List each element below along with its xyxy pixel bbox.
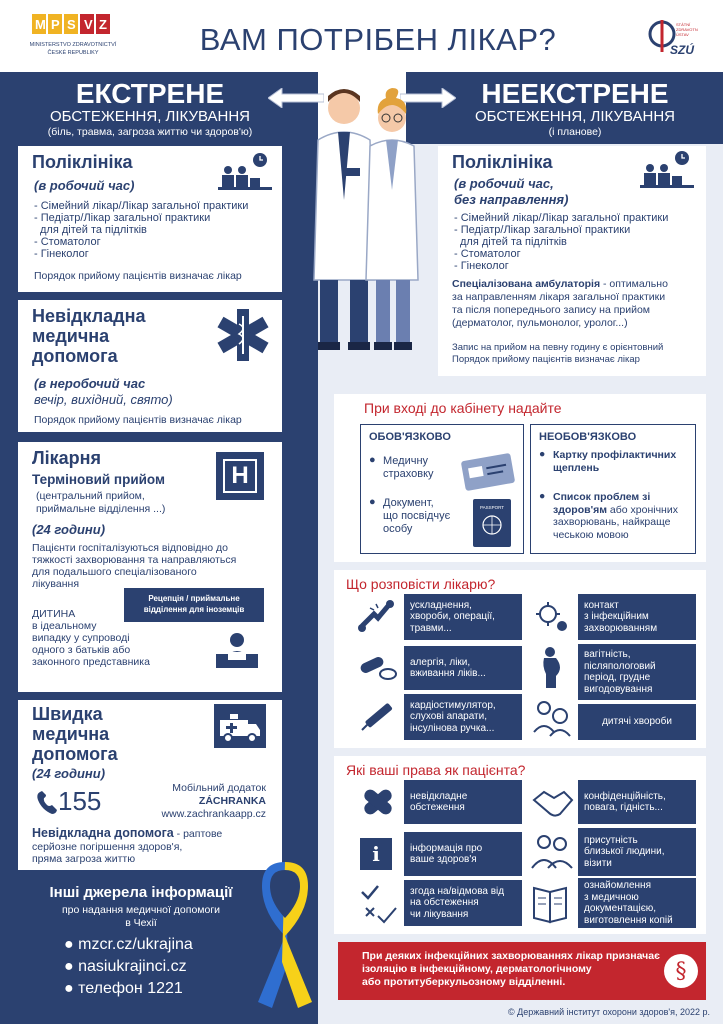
- ambulance-emergency-bold: Невідкладна допомога: [32, 826, 174, 840]
- right-item-visits: [578, 828, 696, 876]
- hospital-title: Лікарня: [32, 448, 102, 468]
- polyclinic-nonurgent-hours2: без направлення): [454, 192, 569, 207]
- right-item-confidentiality: [578, 780, 696, 824]
- info-icon: i: [360, 838, 392, 870]
- ministry-logo: [32, 10, 112, 38]
- emergency-card: [18, 300, 282, 432]
- list-item: - Сімейний лікар/Лікар загальної практики: [34, 200, 249, 212]
- app-url: www.zachrankaapp.cz: [161, 808, 266, 820]
- child-text-4: одного з батьків або: [32, 644, 131, 656]
- list-item: для дітей та підлітків: [460, 236, 567, 248]
- cabinet-title: При вході до кабінету надайте: [364, 400, 562, 416]
- polyclinic-nonurgent-hours1: (в робочий час,: [454, 176, 554, 191]
- svg-text:ZDRAVOTNÍ: ZDRAVOTNÍ: [676, 27, 698, 32]
- right-6-l3: документацією,: [584, 903, 657, 914]
- ambulance-title-1: Швидка: [32, 704, 103, 724]
- source-link-1[interactable]: ● mzcr.cz/ukrajina: [64, 936, 193, 953]
- isolation-banner: [338, 942, 706, 1000]
- right-5-l1: присутність: [584, 834, 638, 846]
- tell-5-l4: вигодовування: [584, 683, 653, 695]
- isolation-line1: При деяких інфекційних захворюваннях лікар призначає: [362, 950, 660, 962]
- doctors-illustration: [300, 80, 430, 360]
- optional-1-l2: щеплень: [553, 461, 600, 474]
- tell-5-l1: вагітність,: [584, 649, 631, 660]
- optional-2-rest1: або хронічних: [606, 503, 678, 516]
- polyclinic-nonurgent-list: [454, 212, 704, 272]
- child-text-2: в ідеальному: [32, 620, 97, 632]
- mandatory-2-l1: Документ,: [383, 497, 434, 509]
- ambulance-emergency-line2: серйозне погіршення здоров'я,: [32, 841, 183, 853]
- checkmark-x-icon: [356, 884, 400, 924]
- child-icon: [530, 698, 574, 738]
- tell-item-allergy: [404, 646, 522, 690]
- list-item: - Гінеколог: [454, 260, 509, 272]
- optional-label: НЕОБОВ'ЯЗКОВО: [539, 431, 637, 443]
- mandatory-2-l2: що посвідчує: [383, 510, 451, 522]
- specialized-line2: за направленням лікаря загальної практики: [452, 291, 666, 303]
- urgent-note: (біль, травма, загроза життю чи здоров'ю): [47, 126, 253, 138]
- right-item-consent: [404, 880, 522, 926]
- tell-5-l2: післяпологовий: [584, 660, 656, 672]
- right-item-info: [404, 832, 522, 876]
- tell-doctor-card: [334, 570, 706, 748]
- right-1-l2: обстеження: [410, 802, 465, 813]
- optional-2-l3: захворювань, найкраще: [553, 516, 671, 528]
- mandatory-item-1: ● Медичну страховку: [369, 454, 434, 480]
- source-phone-text: телефон 1221: [78, 980, 183, 997]
- sources-title: Інші джерела інформації: [49, 884, 233, 901]
- optional-2-bold2: здоров'ям: [553, 503, 607, 516]
- nonurgent-title: НЕЕКСТРЕНЕ: [481, 78, 669, 109]
- insulin-pen-icon: [356, 696, 400, 736]
- hospital-hours: (24 години): [32, 522, 106, 537]
- specialized-rest: - оптимально: [600, 278, 668, 290]
- emergency-phone-number: 155: [58, 786, 102, 816]
- szu-logo: [648, 14, 698, 60]
- right-4-l1: конфіденційність,: [584, 790, 666, 802]
- rights-card: [334, 756, 706, 934]
- list-item: - Сімейний лікар/Лікар загальної практики: [454, 212, 669, 224]
- emergency-title-3: допомога: [32, 346, 118, 366]
- mandatory-item-2: ● Документ, що посвідчує особу: [369, 496, 451, 535]
- insurance-card-icon: [459, 451, 517, 491]
- broken-bone-icon: [356, 596, 400, 636]
- child-text-1: ДИТИНА: [32, 608, 76, 620]
- tell-3-l2: слухові апарати,: [410, 711, 487, 723]
- polyclinic-urgent-note: Порядок прийому пацієнтів визначає лікар: [34, 270, 242, 282]
- mandatory-1-l2: страховку: [383, 468, 434, 480]
- hospital-subtitle: Терміновий прийом: [32, 472, 165, 487]
- passport-text: PASSPORT: [479, 505, 505, 510]
- mandatory-1-l1: Медичну: [383, 455, 429, 467]
- polyclinic-nonurgent-card: [438, 146, 706, 376]
- right-4-l2: повага, гідність...: [584, 802, 663, 813]
- right-6-l2: з медичною: [584, 891, 639, 903]
- right-3-l1: згода на/відмова від: [410, 885, 505, 897]
- polyclinic-urgent-list: [34, 200, 284, 260]
- child-text-5: законного представника: [32, 656, 150, 668]
- people-icon: [530, 832, 574, 872]
- tell-2-l1: алергія, ліки,: [410, 656, 471, 668]
- pregnancy-icon: [530, 646, 574, 690]
- polyclinic-nonurgent-note2: Порядок прийому пацієнтів визначає лікар: [452, 354, 640, 365]
- hospital-sub-line2: (центральний прийом,: [36, 490, 145, 502]
- mandatory-2-l3: особу: [383, 523, 413, 535]
- tell-4-l3: захворюванням: [584, 622, 658, 634]
- reception-desk-icon: [212, 628, 262, 670]
- tell-2-l2: вживання ліків...: [410, 668, 486, 679]
- list-item: для дітей та підлітків: [40, 224, 147, 236]
- urgent-title: ЕКСТРЕНЕ: [75, 78, 225, 109]
- list-item: - Педіатр/Лікар загальної практики: [34, 212, 211, 224]
- right-5-l2: близької людини,: [584, 846, 665, 858]
- right-item-documentation: [578, 878, 696, 928]
- isolation-line2: ізоляцію в інфекційному, дерматологічному: [362, 963, 592, 975]
- ambulance-icon: [214, 704, 266, 748]
- paragraph-icon: §: [664, 954, 698, 988]
- ministry-name-line2: ČESKÉ REPUBLIKY: [47, 50, 99, 56]
- phone-icon: [36, 790, 58, 816]
- footer-copyright: © Державний інститут охорони здоров'я, 2022 р.: [508, 1007, 710, 1017]
- svg-text:ÚSTAV: ÚSTAV: [676, 32, 689, 37]
- list-item: - Стоматолог: [454, 248, 521, 260]
- star-of-life-icon: [214, 306, 272, 364]
- emergency-note: Порядок прийому пацієнтів визначає лікар: [34, 414, 242, 426]
- sources-sub1: про надання медичної допомоги: [61, 904, 221, 916]
- source-phone: ● телефон 1221: [64, 980, 183, 997]
- svg-text:Z: Z: [99, 17, 107, 32]
- specialized-line1: [452, 278, 668, 290]
- waiting-room-icon: [638, 150, 698, 196]
- virus-icon: [530, 596, 574, 636]
- right-1-l1: невідкладне: [410, 790, 468, 802]
- right-5-l3: візити: [584, 857, 612, 869]
- optional-2-l4: чеською мовою: [553, 528, 629, 541]
- hospital-text-4: лікування: [32, 578, 80, 590]
- tell-1-l3: травми...: [410, 622, 452, 634]
- polyclinic-nonurgent-title: Поліклініка: [452, 152, 553, 172]
- tell-3-l1: кардіостимулятор,: [410, 699, 496, 711]
- nonurgent-note: (і планове): [548, 126, 602, 138]
- handshake-icon: [530, 782, 574, 822]
- app-label: Мобільний додаток: [172, 782, 266, 794]
- ambulance-emergency-line1: [32, 826, 222, 840]
- isolation-line3: або протитуберкульозному відділенні.: [362, 976, 566, 988]
- optional-item-2: ● Список проблем зі здоров'ям або хронічних захворювань, найкраще чеською мовою: [539, 490, 678, 541]
- ambulance-emergency-rest: - раптове: [173, 828, 223, 840]
- reception-line2: відділення для іноземців: [143, 605, 245, 614]
- hospital-card: [18, 442, 282, 692]
- svg-text:S: S: [67, 17, 76, 32]
- right-2-l1: інформація про: [410, 842, 483, 854]
- emergency-title-1: Невідкладна: [32, 306, 146, 326]
- hospital-sub-line3: приймальне відділення ...): [36, 503, 166, 515]
- foreigner-reception-label: [124, 588, 264, 622]
- nonurgent-subtitle: ОБСТЕЖЕННЯ, ЛІКУВАННЯ: [475, 108, 675, 125]
- tell-item-devices: [404, 694, 522, 740]
- source-link-text[interactable]: mzcr.cz/ukrajina: [78, 936, 193, 953]
- list-item: - Гінеколог: [34, 248, 89, 260]
- tell-6-l1: дитячі хвороби: [602, 716, 672, 728]
- tell-4-l1: контакт: [584, 599, 619, 611]
- specialized-bold: Спеціалізована амбулаторія: [452, 278, 601, 290]
- tell-3-l3: інсулінова ручка...: [410, 722, 495, 734]
- pills-icon: [356, 646, 400, 686]
- bandage-icon: [356, 782, 400, 822]
- list-item: - Стоматолог: [34, 236, 101, 248]
- optional-box: [530, 424, 696, 554]
- tell-1-l2: хвороби, операції,: [410, 611, 495, 623]
- tell-item-complications: [404, 594, 522, 640]
- tell-item-pregnancy: [578, 644, 696, 700]
- optional-2-l1: Список проблем зі: [553, 491, 651, 503]
- right-6-l4: виготовлення копій: [584, 914, 673, 926]
- hospital-text-2: тяжкості захворювання та направляються: [32, 554, 237, 566]
- app-name: ZÁCHRANKA: [198, 795, 266, 807]
- svg-text:V: V: [84, 17, 93, 32]
- tell-doctor-title: Що розповісти лікарю?: [346, 576, 496, 592]
- mandatory-box: [360, 424, 524, 554]
- child-text-3: випадку у супроводі: [32, 632, 130, 644]
- optional-1-l1: Картку профілактичних: [553, 449, 677, 461]
- documents-icon: [530, 882, 574, 926]
- header: [0, 0, 723, 72]
- urgent-subtitle: ОБСТЕЖЕННЯ, ЛІКУВАННЯ: [50, 108, 250, 125]
- ministry-name-line1: MINISTERSTVO ZDRAVOTNICTVÍ: [29, 42, 117, 48]
- specialized-line3: та після попереднього запису на прийом: [452, 304, 651, 316]
- list-item: - Педіатр/Лікар загальної практики: [454, 224, 631, 236]
- cabinet-card: [334, 394, 706, 562]
- polyclinic-urgent-hours: (в робочий час): [34, 178, 135, 193]
- right-6-l1: ознайомлення: [584, 880, 651, 891]
- ambulance-title-3: допомога: [32, 744, 118, 764]
- ambulance-card: [18, 700, 282, 870]
- polyclinic-urgent-title: Поліклініка: [32, 152, 133, 172]
- right-2-l2: ваше здоров'я: [410, 854, 477, 865]
- hospital-text-1: Пацієнти госпіталізуються відповідно до: [32, 542, 229, 554]
- svg-text:P: P: [51, 17, 60, 32]
- svg-text:SZÚ: SZÚ: [670, 43, 694, 57]
- ambulance-hours: (24 години): [32, 766, 106, 781]
- polyclinic-nonurgent-note1: Запис на прийом на певну годину є орієнтовний: [452, 342, 664, 353]
- tell-1-l1: ускладнення,: [410, 599, 472, 611]
- emergency-title-2: медична: [32, 326, 110, 346]
- tell-item-infection: [578, 594, 696, 640]
- source-link-text[interactable]: nasiukrajinci.cz: [78, 958, 187, 975]
- hospital-icon: H: [216, 452, 264, 500]
- right-3-l2: на обстеження: [410, 897, 479, 909]
- optional-2-l2: [553, 504, 678, 517]
- optional-item-1: ● Картку профілактичних щеплень: [539, 448, 677, 474]
- waiting-room-icon: [216, 152, 276, 198]
- tell-item-child-diseases: [578, 704, 696, 740]
- reception-line1: Рецепція / приймальне: [148, 594, 240, 603]
- ambulance-title-2: медична: [32, 724, 110, 744]
- rights-title: Які ваші права як пацієнта?: [346, 762, 526, 778]
- polyclinic-urgent-card: [18, 146, 282, 292]
- tell-5-l3: період, грудне: [584, 672, 651, 683]
- source-link-2[interactable]: ● nasiukrajinci.cz: [64, 958, 187, 975]
- hospital-text-3: для подальшого спеціалізованого: [32, 566, 197, 578]
- emergency-hours-detail: вечір, вихідний, свято): [34, 392, 173, 407]
- page-title: ВАМ ПОТРІБЕН ЛІКАР?: [199, 22, 557, 57]
- right-3-l3: чи лікування: [410, 908, 469, 920]
- emergency-hours: (в неробочий час: [34, 376, 146, 391]
- ambulance-emergency-line3: пряма загроза життю: [32, 853, 136, 865]
- svg-text:STÁTNÍ: STÁTNÍ: [676, 22, 691, 27]
- specialized-line4: (дерматолог, пульмонолог, уролог...): [452, 317, 628, 329]
- ukraine-ribbon-icon: [248, 852, 322, 1012]
- sources-sub2: в Чехії: [125, 917, 157, 929]
- mandatory-label: ОБОВ'ЯЗКОВО: [369, 431, 451, 443]
- tell-4-l2: з інфекційним: [584, 611, 649, 623]
- svg-text:M: M: [35, 17, 46, 32]
- right-item-exam: [404, 780, 522, 824]
